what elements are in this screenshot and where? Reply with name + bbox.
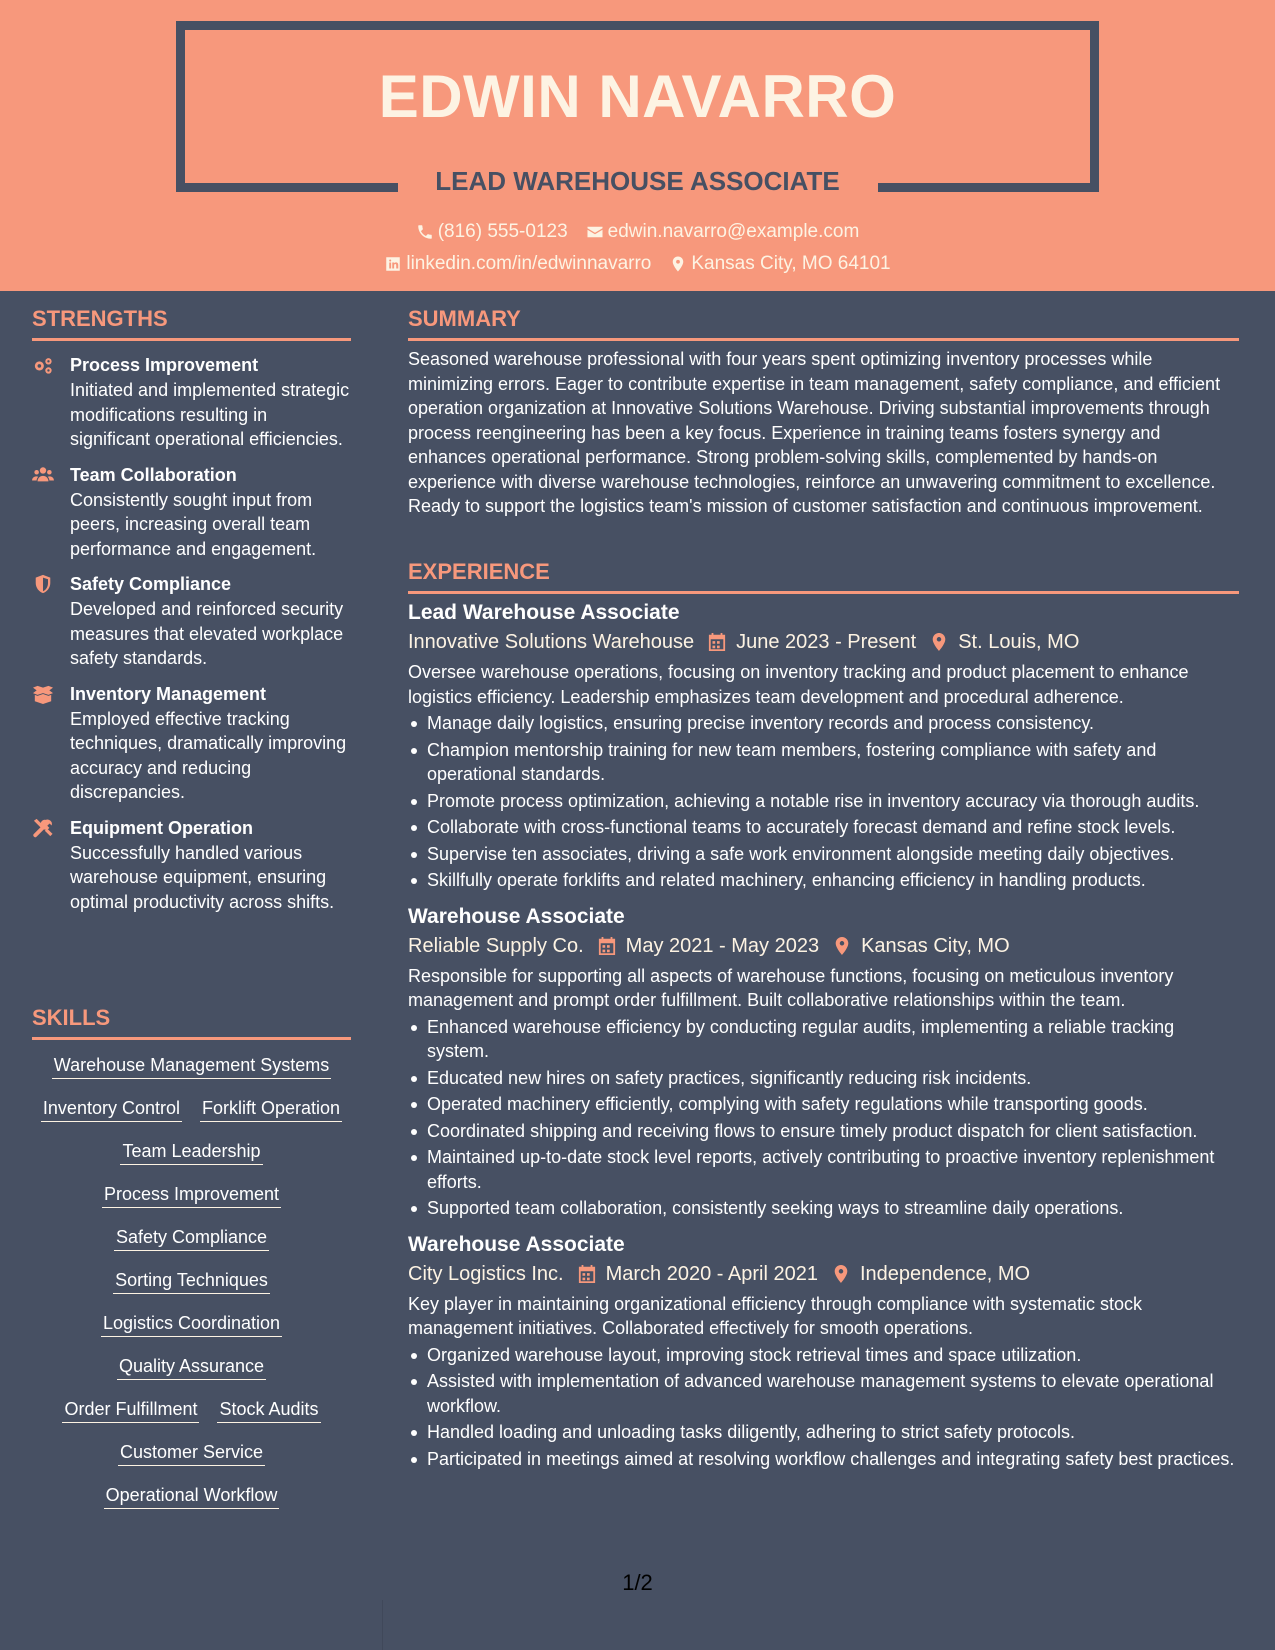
map-pin-icon: [669, 255, 687, 273]
strength-desc: Employed effective tracking techniques, dramatically improving accuracy and reducing discrepancies.: [70, 708, 347, 802]
calendar-icon: [708, 632, 726, 652]
bullet-item: Operated machinery efficiently, complying with safety regulations while transporting goods.: [408, 1092, 1239, 1117]
bullet-item: Assisted with implementation of advanced warehouse management systems to elevate operational workflow.: [408, 1369, 1239, 1418]
candidate-name: EDWIN NAVARRO: [378, 63, 897, 130]
job-entry: [408, 599, 1239, 893]
strength-title: Safety Compliance: [70, 574, 232, 594]
bullet-item: Handled loading and unloading tasks diligently, adhering to strict safety protocols.: [408, 1420, 1239, 1445]
job-meta: [408, 1259, 1239, 1289]
contact-line-2: [0, 253, 1275, 275]
bullet-item: Organized warehouse layout, improving stock retrieval times and space utilization.: [408, 1343, 1239, 1368]
job-description: Responsible for supporting all aspects of warehouse functions, focusing on meticulous inventory management and prompt order fulfillment. Built collaborative relationships within the team.: [408, 965, 1174, 1010]
skills-list: [32, 1053, 351, 1526]
phone-icon: [416, 223, 434, 241]
page-number: 1/2: [622, 1570, 653, 1595]
strength-title: Equipment Operation: [70, 817, 254, 838]
job-entry: [408, 1231, 1239, 1472]
skill-tag: Inventory Control: [41, 1096, 182, 1122]
summary-text: Seasoned warehouse professional with four years spent optimizing inventory processes while minimizing errors. Eager to contribute expertise in team management, safety compliance, and efficient operation organization at Innovative Solutions Warehouse. Driving substantial improvements through process reengineering has been a key focus. Experience in training teams fosters synergy and enhances operational performance. Strong problem-solving skills, complemented by hands-on experience with diverse warehouse technologies, reinforce an unwavering commitment to excellence. Ready to support the logistics team's mission of customer satisfaction and continuous improvement.: [408, 349, 1221, 516]
skill-tag: Process Improvement: [102, 1182, 281, 1208]
contact-phone: [416, 221, 568, 243]
job-bullets: [408, 1015, 1239, 1221]
bullet-item: Coordinated shipping and receiving flows to ensure timely product dispatch for client satisfaction.: [408, 1119, 1239, 1144]
strength-title: Process Improvement: [70, 355, 259, 375]
skill-tag: Customer Service: [118, 1440, 265, 1466]
job-title: Warehouse Associate: [408, 1232, 625, 1256]
skill-tag: Warehouse Management Systems: [52, 1053, 331, 1079]
shield-icon: [32, 574, 54, 594]
calendar-icon: [598, 936, 616, 956]
experience-section: [408, 599, 1239, 1473]
experience-heading: EXPERIENCE: [408, 559, 1239, 594]
job-bullets: [408, 1343, 1239, 1472]
summary-section: [408, 347, 1239, 519]
job-dates: May 2021 - May 2023: [625, 934, 820, 957]
job-dates: March 2020 - April 2021: [605, 1262, 818, 1285]
strength-title: Inventory Management: [70, 683, 267, 704]
strength-item: [32, 463, 351, 562]
job-location: St. Louis, MO: [958, 631, 1080, 653]
map-pin-icon: [930, 632, 948, 652]
phone-text: (816) 555-0123: [437, 221, 568, 242]
job-company: City Logistics Inc.: [408, 1262, 564, 1285]
contact-email[interactable]: [586, 221, 860, 243]
tools-icon: [32, 818, 54, 838]
candidate-role: LEAD WAREHOUSE ASSOCIATE: [435, 166, 840, 196]
job-title: Lead Warehouse Associate: [408, 601, 680, 624]
email-text: edwin.navarro@example.com: [607, 221, 860, 242]
column-divider: [382, 1600, 383, 1650]
strength-item: [32, 572, 351, 671]
job-bullets: [408, 711, 1239, 893]
location-text: Kansas City, MO 64101: [691, 253, 891, 274]
skill-tag: Quality Assurance: [117, 1354, 266, 1380]
job-company: Reliable Supply Co.: [408, 934, 584, 957]
skill-tag: Team Leadership: [120, 1139, 262, 1165]
bullet-item: Collaborate with cross-functional teams to accurately forecast demand and refine stock levels.: [408, 815, 1239, 840]
bullet-item: Educated new hires on safety practices, significantly reducing risk incidents.: [408, 1066, 1239, 1091]
skill-tag: Operational Workflow: [104, 1483, 280, 1509]
linkedin-icon: [384, 255, 402, 273]
strength-desc: Developed and reinforced security measures that elevated workplace safety standards.: [70, 599, 344, 668]
strength-title: Team Collaboration: [70, 464, 237, 485]
strength-item: [32, 353, 351, 452]
strength-item: [32, 682, 351, 805]
map-pin-icon: [833, 936, 851, 956]
job-meta: [408, 931, 1239, 961]
strength-desc: Successfully handled various warehouse equipment, ensuring optimal productivity across shifts.: [70, 842, 335, 912]
job-entry: [408, 903, 1239, 1221]
skill-tag: Logistics Coordination: [101, 1311, 282, 1337]
resume-header: [0, 0, 1275, 291]
linkedin-text: linkedin.com/in/edwinnavarro: [406, 253, 652, 274]
contact-location: [669, 253, 890, 275]
contact-line-1: [0, 221, 1275, 243]
gears-icon: [32, 355, 54, 375]
skill-tag: Stock Audits: [217, 1397, 320, 1423]
job-location: Kansas City, MO: [861, 934, 1010, 957]
bullet-item: Maintained up-to-date stock level reports, actively contributing to proactive inventory replenishment efforts.: [408, 1145, 1239, 1194]
bullet-item: Skillfully operate forklifts and related machinery, enhancing efficiency in handling products.: [408, 868, 1239, 893]
map-pin-icon: [832, 1264, 850, 1284]
strength-desc: Consistently sought input from peers, increasing overall team performance and engagement.: [70, 489, 317, 559]
boxes-icon: [32, 684, 54, 704]
skill-tag: Order Fulfillment: [62, 1397, 199, 1423]
contact-linkedin[interactable]: [384, 253, 651, 275]
bullet-item: Promote process optimization, achieving a notable rise in inventory accuracy via thorough audits.: [408, 789, 1239, 814]
summary-heading: SUMMARY: [408, 306, 1239, 341]
job-meta: [408, 627, 1239, 657]
strengths-heading: STRENGTHS: [32, 306, 351, 341]
bullet-item: Participated in meetings aimed at resolving workflow challenges and integrating safety best practices.: [408, 1447, 1239, 1472]
users-icon: [32, 465, 54, 485]
bullet-item: Supported team collaboration, consistently seeking ways to streamline daily operations.: [408, 1196, 1239, 1221]
job-description: Oversee warehouse operations, focusing on inventory tracking and product placement to enhance logistics efficiency. Leadership emphasizes team development and procedural adherence.: [408, 662, 1189, 707]
skill-tag: Safety Compliance: [114, 1225, 269, 1251]
job-company: Innovative Solutions Warehouse: [408, 631, 695, 653]
calendar-icon: [578, 1264, 596, 1284]
job-location: Independence, MO: [859, 1262, 1031, 1285]
skill-tag: Forklift Operation: [200, 1096, 342, 1122]
job-description: Key player in maintaining organizational efficiency through compliance with systematic stock management initiatives. Collaborated effectively for smooth operations.: [408, 1293, 1143, 1338]
strength-desc: Initiated and implemented strategic modifications resulting in significant operational efficiencies.: [70, 380, 350, 449]
strengths-list: [32, 353, 351, 925]
skills-heading: SKILLS: [32, 1005, 351, 1040]
job-dates: June 2023 - Present: [736, 631, 917, 653]
envelope-icon: [586, 223, 604, 241]
bullet-item: Supervise ten associates, driving a safe work environment alongside meeting daily objectives.: [408, 842, 1239, 867]
bullet-item: Champion mentorship training for new team members, fostering compliance with safety and operational standards.: [408, 738, 1239, 787]
bullet-item: Manage daily logistics, ensuring precise inventory records and process consistency.: [408, 711, 1239, 736]
strength-item: [32, 816, 351, 915]
job-title: Warehouse Associate: [408, 904, 625, 928]
skill-tag: Sorting Techniques: [113, 1268, 270, 1294]
bullet-item: Enhanced warehouse efficiency by conducting regular audits, implementing a reliable tracking system.: [408, 1015, 1239, 1064]
